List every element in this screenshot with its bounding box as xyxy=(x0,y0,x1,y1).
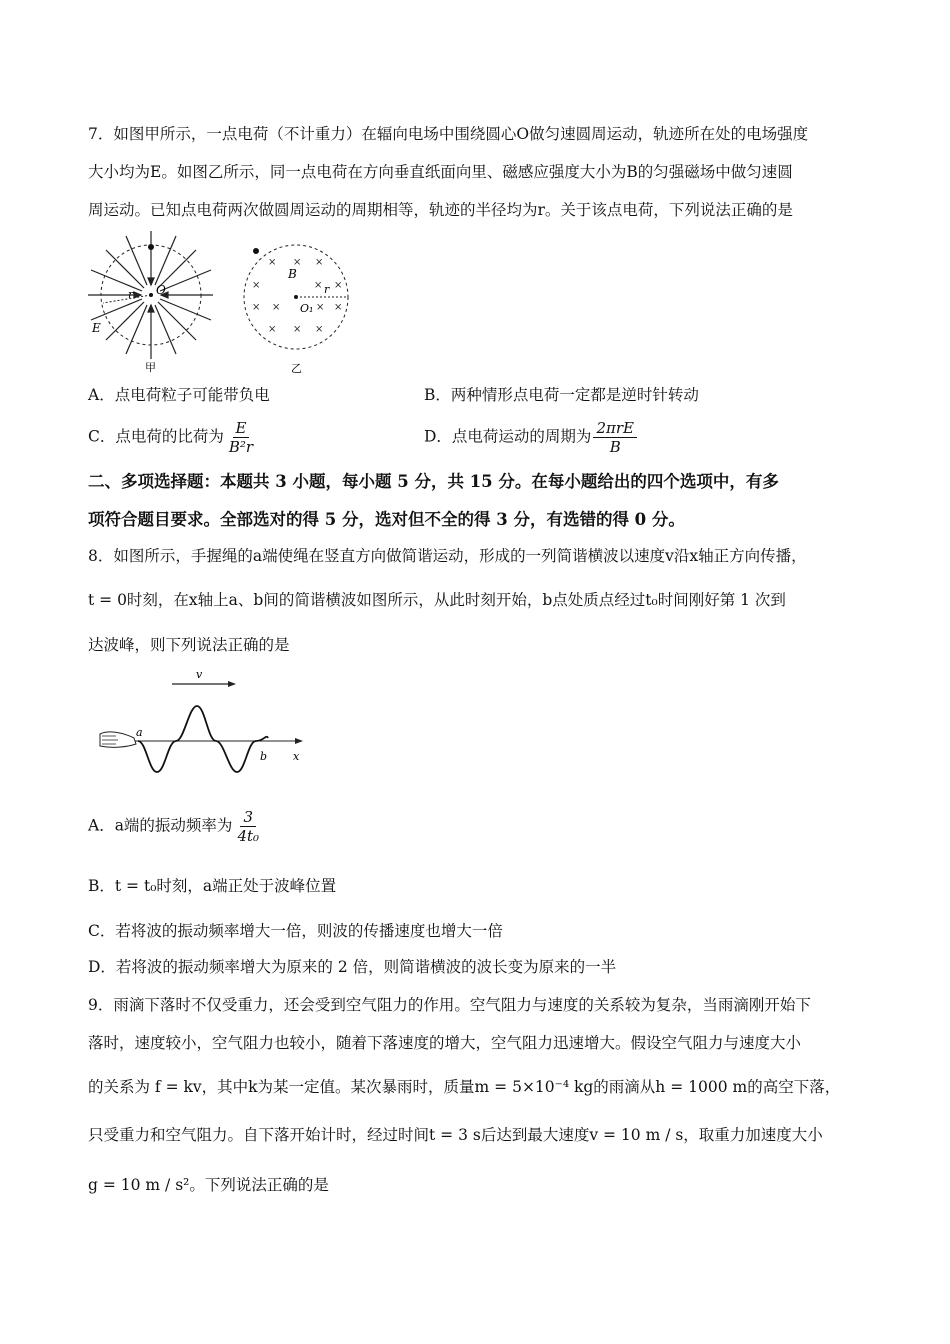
svg-text:×: × xyxy=(272,302,281,313)
svg-text:×: × xyxy=(268,257,277,268)
section-2-line-1: 二、多项选择题：本题共 3 小题，每小题 5 分，共 15 分。在每小题给出的四个选项中，有多 xyxy=(88,472,779,491)
svg-text:×: × xyxy=(314,280,323,291)
q9-line-4: 只受重力和空气阻力。自下落开始计时，经过时间t = 3 s后达到最大速度v = 10 m / s，取重力加速度大小 xyxy=(88,1126,823,1144)
section-2-line-2: 项符合题目要求。全部选对的得 5 分，选对但不全的得 3 分，有选错的得 0 分。 xyxy=(88,510,685,529)
caption-yi: 乙 xyxy=(291,362,302,375)
svg-text:×: × xyxy=(293,324,302,335)
svg-text:×: × xyxy=(334,280,343,291)
svg-text:×: × xyxy=(315,324,324,335)
label-a: a xyxy=(136,726,143,739)
label-v: v xyxy=(196,668,203,681)
q8-option-b: B．t = t₀时刻，a端正处于波峰位置 xyxy=(88,877,337,895)
q8-option-d: D．若将波的振动频率增大为原来的 2 倍，则简谐横波的波长变为原来的一半 xyxy=(88,958,617,976)
q7-option-c: C．点电荷的比荷为 $\frac{E}{\text{B²r}}$ xyxy=(88,419,254,456)
figure-yi-magnetic-field xyxy=(240,240,355,375)
q9-line-3: 的关系为 f = kv，其中k为某一定值。某次暴雨时，质量m = 5×10⁻⁴ kg的雨滴从h = 1000 m的高空下落， xyxy=(88,1078,841,1096)
q8-option-c: C．若将波的振动频率增大一倍，则波的传播速度也增大一倍 xyxy=(88,922,503,940)
label-B: B xyxy=(288,267,297,281)
q9-line-1: 9．雨滴下落时不仅受重力，还会受到空气阻力的作用。空气阻力与速度的关系较为复杂，当雨滴刚开始下 xyxy=(88,996,811,1014)
svg-text:×: × xyxy=(316,302,325,313)
q7-line-1: 7．如图甲所示，一点电荷（不计重力）在辐向电场中围绕圆心O做匀速圆周运动，轨迹所在处的电场强度 xyxy=(88,125,809,143)
label-x: x xyxy=(293,750,300,763)
q7-line-2: 大小均为E。如图乙所示，同一点电荷在方向垂直纸面向里、磁感应强度大小为B的匀强磁场中做匀速圆 xyxy=(88,163,793,181)
label-r: r xyxy=(324,283,330,296)
q8-line-1: 8．如图所示，手握绳的a端使绳在竖直方向做简谐运动，形成的一列简谐横波以速度v沿x轴正方向传播， xyxy=(88,547,807,565)
svg-text:×: × xyxy=(252,280,261,291)
label-O1: O₁ xyxy=(300,302,314,315)
figure-wave xyxy=(88,666,313,778)
caption-jia: 甲 xyxy=(145,361,156,373)
svg-text:×: × xyxy=(268,324,277,335)
q7-option-a: A．点电荷粒子可能带负电 xyxy=(88,386,270,404)
q7-line-3: 周运动。已知点电荷两次做圆周运动的周期相等，轨迹的半径均为r。关于该点电荷，下列说法正确的是 xyxy=(88,201,793,219)
q7-option-b: B．两种情形点电荷一定都是逆时针转动 xyxy=(424,386,699,404)
q9-line-5: g = 10 m / s²。下列说法正确的是 xyxy=(88,1176,329,1194)
label-O: O xyxy=(156,283,166,297)
q9-line-2: 落时，速度较小，空气阻力也较小，随着下落速度的增大，空气阻力迅速增大。假设空气阻力与速度大小 xyxy=(88,1034,802,1052)
q7-option-d: D．点电荷运动的周期为 $\frac{\text{2πrE}}{B}$ xyxy=(424,419,637,456)
q8-line-3: 达波峰，则下列说法正确的是 xyxy=(88,636,290,654)
q8-option-a: A．a端的振动频率为 $\frac{3}{\text{4t₀}}$ xyxy=(88,808,260,845)
svg-text:×: × xyxy=(293,257,302,268)
q8-line-2: t = 0时刻，在x轴上a、b间的简谐横波如图所示，从此时刻开始，b点处质点经过t₀时间刚好第 1 次到 xyxy=(88,591,786,609)
figure-jia-radial-field xyxy=(88,228,213,373)
svg-text:×: × xyxy=(252,302,261,313)
label-b: b xyxy=(260,750,268,763)
label-E: E xyxy=(92,321,101,335)
label-r: r xyxy=(128,288,134,301)
svg-text:×: × xyxy=(315,257,324,268)
wave-curve xyxy=(138,706,268,772)
svg-text:×: × xyxy=(334,302,343,313)
